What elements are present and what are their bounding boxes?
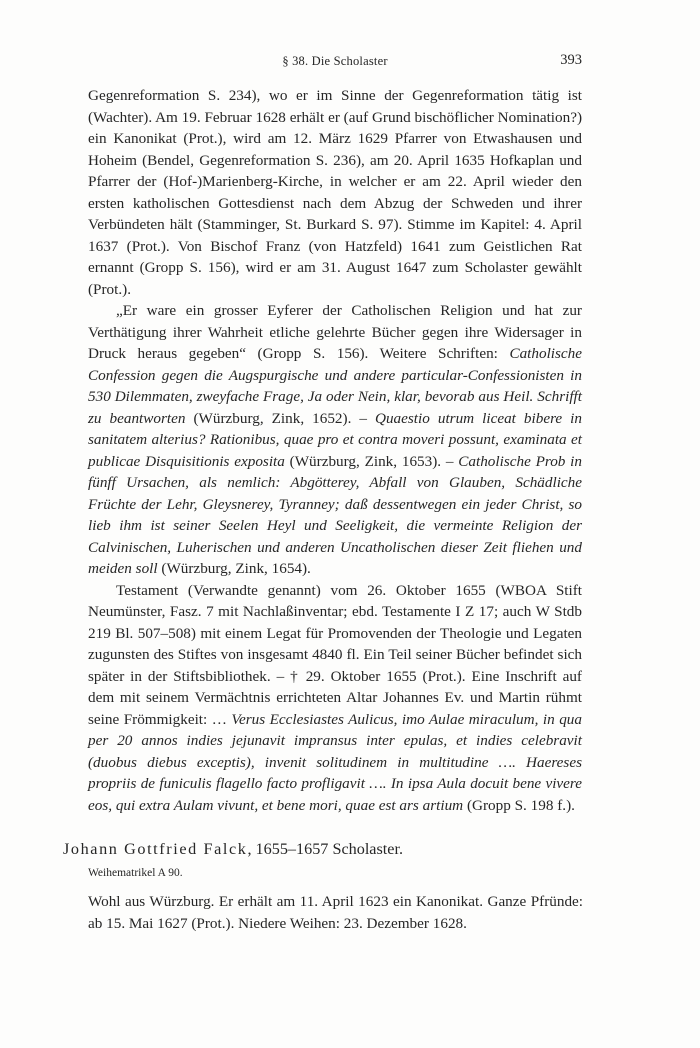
running-head-title: § 38. Die Scholaster (282, 54, 388, 68)
italic-title-run: Quaestio utrum liceat bibere in sanitatem alterius? Rationibus, quae pro et contra moveri possunt, examinata et publicae Disquisitionis exposita (88, 409, 582, 470)
page-number: 393 (560, 52, 582, 68)
italic-title-run: Verus Ecclesiastes Aulicus, imo Aulae miraculum, in qua per 20 annos indies jejunavit impransus inter epulas, et indies celebravit (duobus diebus exceptis), invenit solitudinem in multitudine …. Haereses propriis de funiculis flagello facto profligavit …. In ipsa Aula docuit bene vivere eos, qui extra Aulam vivunt, et bene mori, quae est ars artium (88, 710, 582, 814)
entry-source-reference: Weihematrikel A 90. (88, 867, 183, 879)
text-run: Gegenreformation S. 234), wo er im Sinne der Gegenreformation tätig ist (Wachter). Am 19. Februar 1628 erhält er (auf Grund bischöflicher Nomination?) ein Kanonikat (Prot.), wird am 12. März 1629 Pfarrer von Etwashausen und Hoheim (Bendel, Gegenreformation S. 236), am 20. April 1635 Hofkaplan und Pfarrer der (Hof-)Marienberg-Kirche, in welcher er am 22. April wieder den ersten katholischen Gottesdienst nach dem Abzug der Schweden und ihrer Verbündeten hält (Stamminger, St. Burkard S. 97). Stimme im Kapitel: 4. April 1637 (Prot.). Von Bischof Franz (von Hatzfeld) 1641 zum Geistlichen Rat ernannt (Gropp S. 156), wird er am 31. August 1647 zum Scholaster gewählt (Prot.). (88, 87, 582, 298)
text-run: Testament (Verwandte genannt) vom 26. Oktober 1655 (WBOA Stift Neumünster, Fasz. 7 mit Nachlaßinventar; ebd. Testamente I Z 17; auch W Stdb 219 Bl. 507–508) mit einem Legat für Promovenden der Theologie und Legaten zugunsten des Stiftes von insgesamt 4840 fl. Ein Teil seiner Bücher befindet sich später in der Stiftsbibliothek. – † 29. Oktober 1655 (Prot.). Eine Inschrift auf dem mit seinem Vermächtnis errichteten Altar Johannes Ev. und Martin rühmt seine Frömmigkeit: … (88, 581, 582, 728)
body-paragraph (88, 300, 582, 580)
main-text (88, 85, 582, 816)
text-run: (Gropp S. 198 f.). (463, 796, 575, 814)
body-paragraph (88, 580, 582, 817)
text-run: (Würzburg, Zink, 1654). (157, 560, 311, 577)
body-paragraph (88, 85, 582, 300)
entry-person-name: Johann Gottfried Falck (63, 840, 248, 858)
entry-title-suffix: , 1655–1657 Scholaster. (247, 840, 404, 858)
entry-paragraph: Wohl aus Würzburg. Er erhält am 11. April 1623 ein Kanonikat. Ganze Pfründe: ab 15. Mai 1627 (Prot.). Niedere Weihen: 23. Dezember 1628. (88, 893, 583, 932)
italic-title-run: Catholische Prob in fünff Ursachen, als nemlich: Abgötterey, Abfall von Glauben, Schädliche Früchte der Lehr, Gleysnerey, Tyranney; daß dessentwegen ein jeder Christ, so lieb ihm ist seiner Seelen Heyl und Seeligkeit, die vermeinte Religion der Calvinischen, Luherischen und anderen Uncatholischen dieser Zeit fliehen und meiden soll (88, 452, 582, 577)
italic-title-run: Catholische Confession gegen die Augspurgische und andere particular-Confessionisten in 530 Dilemmaten, zweyfache Frage, Ja oder Nein, klar, bevorab aus Heil. Schrifft zu beantworten (88, 345, 582, 427)
entry-text (88, 891, 583, 934)
running-head (88, 52, 582, 70)
text-run: (Würzburg, Zink, 1652). – (185, 409, 375, 427)
entry-heading (63, 838, 583, 860)
text-run: (Würzburg, Zink, 1653). – (284, 452, 459, 470)
biographical-entry (63, 838, 583, 934)
text-run: „Er ware ein grosser Eyferer der Catholischen Religion und hat zur Verthätigung ihrer Wahrheit etliche gelehrte Bücher gegen ihre Widersager in Druck heraus gegeben“ (Gropp S. 156). Weitere Schriften: (88, 302, 582, 362)
